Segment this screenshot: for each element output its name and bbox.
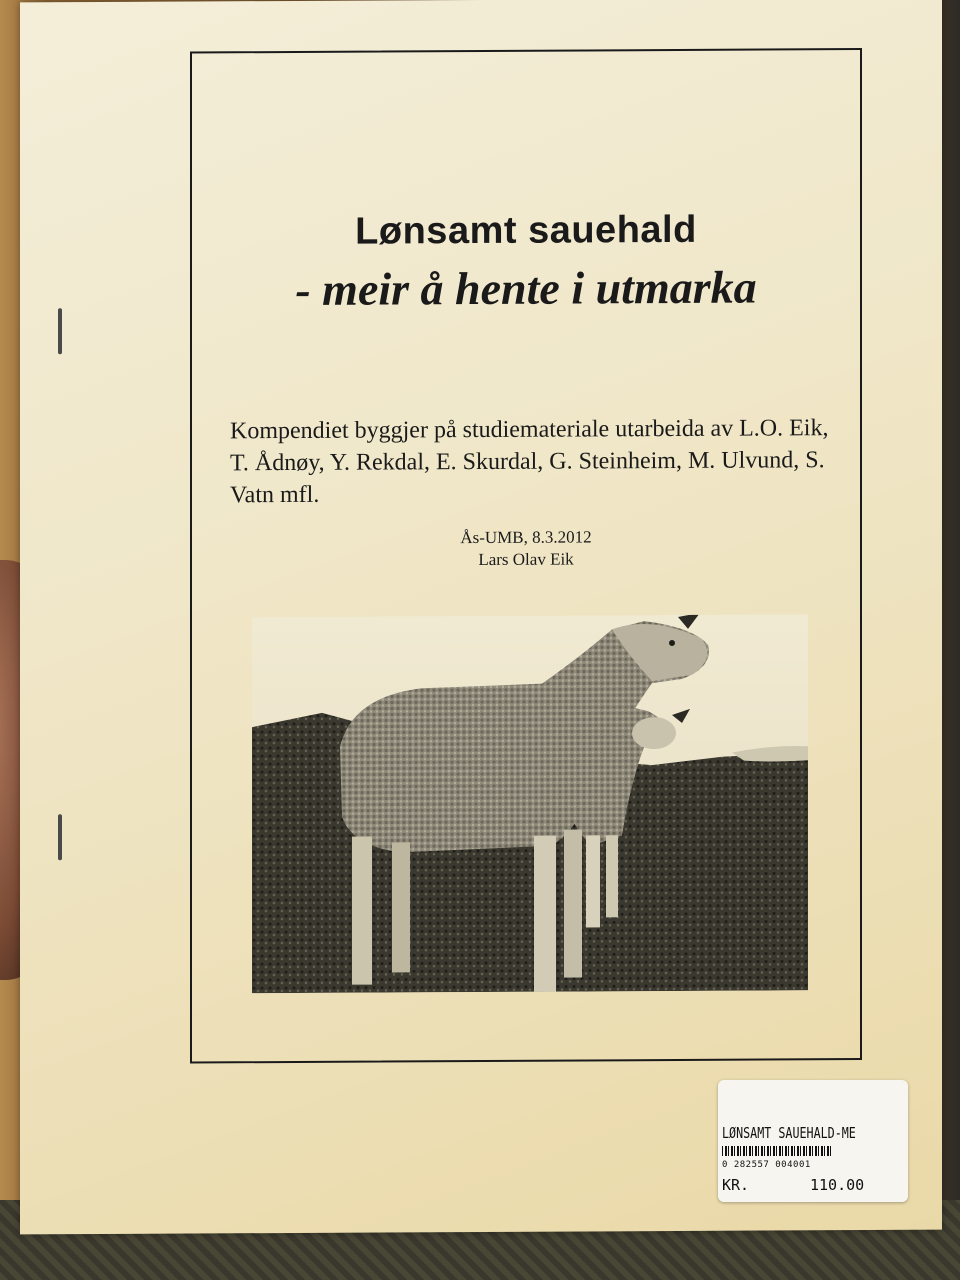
sheep-photo	[252, 614, 808, 993]
sticker-title: LØNSAMT SAUEHALD-ME	[722, 1124, 856, 1142]
cover-credits: Kompendiet byggjer på studiemateriale utarbeida av L.O. Eik, T. Ådnøy, Y. Rekdal, E. Skurdal, G. Steinheim, M. Ulvund, S. Vatn mfl.	[230, 415, 829, 509]
price-currency: KR.	[722, 1176, 750, 1194]
booklet-cover	[20, 0, 942, 1234]
cover-title: Lønsamt sauehald	[355, 208, 697, 253]
barcode-number: 0 282557 004001	[722, 1160, 811, 1170]
cover-subtitle: - meir å hente i utmarka	[295, 261, 757, 315]
price-sticker	[718, 1080, 908, 1202]
barcode	[722, 1146, 832, 1156]
cover-author: Lars Olav Eik	[478, 549, 574, 570]
staple-bottom	[58, 814, 62, 860]
cover-frame	[190, 48, 862, 1064]
cover-place-date: Ås-UMB, 8.3.2012	[460, 527, 592, 548]
price-value: 110.00	[810, 1176, 865, 1194]
staple-top	[58, 308, 62, 354]
